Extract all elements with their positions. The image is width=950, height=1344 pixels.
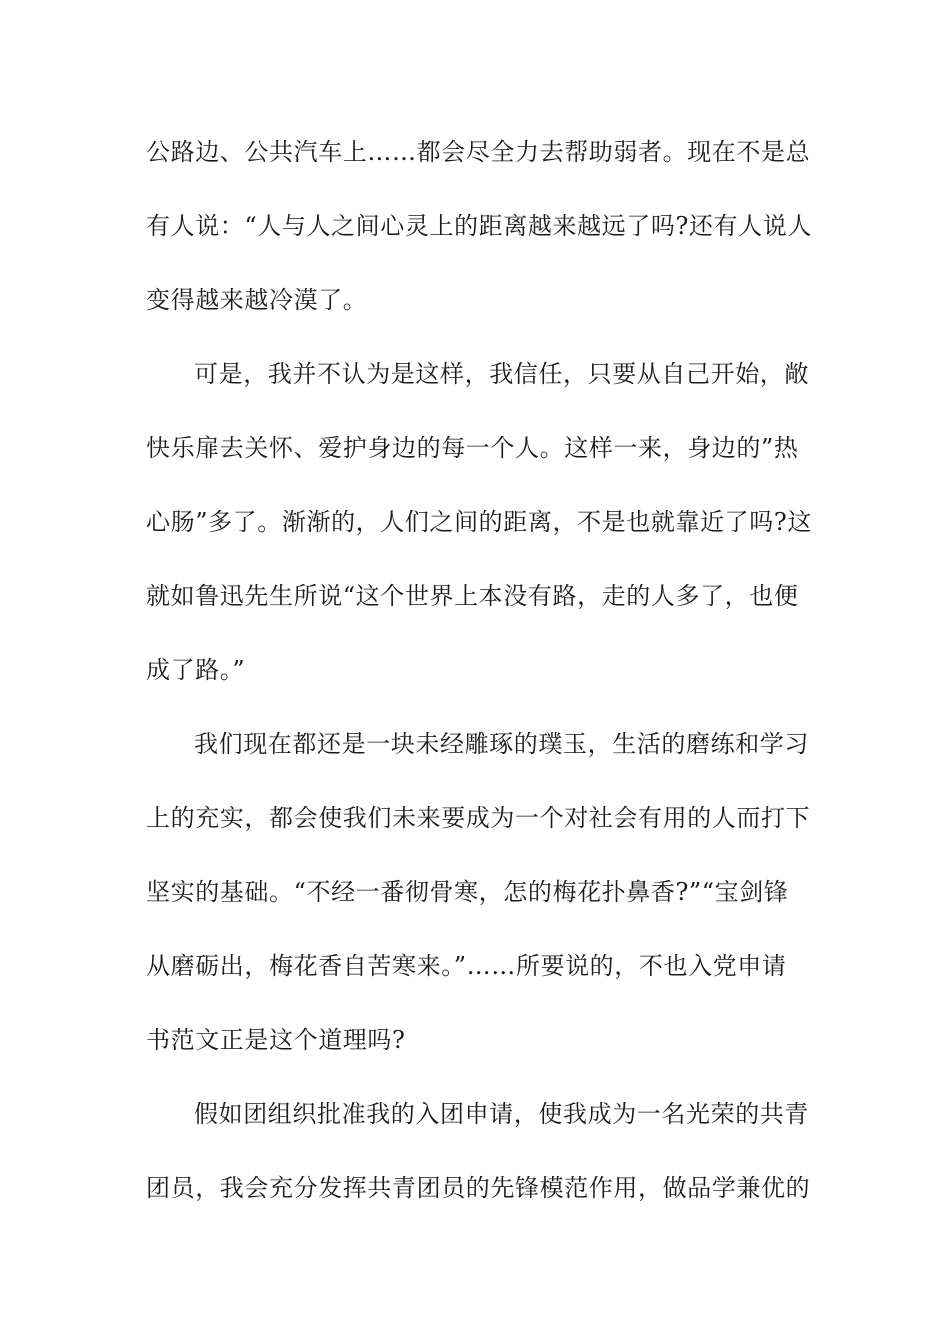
paragraph-first-line: 我们现在都还是一块未经雕琢的璞玉，生活的磨练和学习 xyxy=(194,730,809,758)
text-line: 公路边、公共汽车上……都会尽全力去帮助弱者。现在不是总 xyxy=(146,138,811,166)
text-line: 坚实的基础。“不经一番彻骨寒，怎的梅花扑鼻香?”“宝剑锋 xyxy=(146,878,789,906)
text-line: 团员，我会充分发挥共青团员的先锋模范作用，做品学兼优的 xyxy=(146,1174,811,1202)
paragraph-first-line: 假如团组织批准我的入团申请，使我成为一名光荣的共青 xyxy=(194,1100,809,1128)
paragraph-first-line: 可是，我并不认为是这样，我信任，只要从自己开始，敞 xyxy=(194,360,809,388)
text-line: 心肠”多了。渐渐的，人们之间的距离，不是也就靠近了吗?这 xyxy=(146,508,812,536)
text-line: 快乐扉去关怀、爱护身边的每一个人。这样一来，身边的”热 xyxy=(146,434,799,462)
text-line: 变得越来越冷漠了。 xyxy=(146,286,368,314)
text-line: 书范文正是这个道理吗? xyxy=(146,1026,406,1054)
text-line: 上的充实，都会使我们未来要成为一个对社会有用的人而打下 xyxy=(146,804,811,832)
text-line: 从磨砺出，梅花香自苦寒来。”……所要说的，不也入党申请 xyxy=(146,952,787,980)
text-line: 就如鲁迅先生所说“这个世界上本没有路，走的人多了，也便 xyxy=(146,582,799,610)
text-line: 有人说：“人与人之间心灵上的距离越来越远了吗?还有人说人 xyxy=(146,212,812,240)
text-line: 成了路。” xyxy=(146,656,246,684)
